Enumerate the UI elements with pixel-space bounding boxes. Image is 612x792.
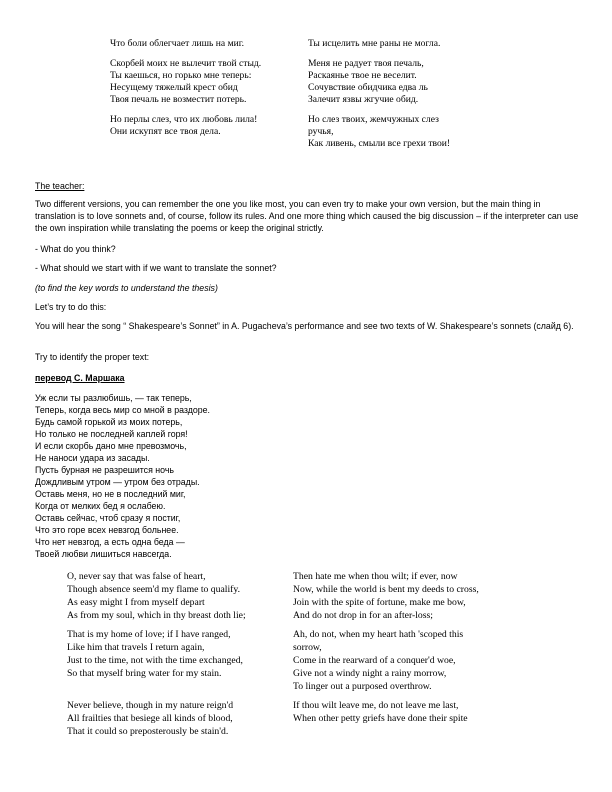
thesis-note: (to find the key words to understand the thesis) — [35, 283, 218, 293]
poem-line: Что нет невзгод, а есть одна беда — — [35, 537, 185, 547]
verse-line: To linger out a purposed overthrow. — [293, 681, 432, 692]
poem-line: Не наноси удара из засады. — [35, 453, 150, 463]
poem-line: Теперь, когда весь мир со мной в раздоре. — [35, 405, 210, 415]
teacher-heading: The teacher: — [35, 181, 85, 191]
song-paragraph: You will hear the song “ Shakespeare’s Sonnet” in A. Pugacheva’s performance and see two texts of W. Shakespeare’s sonnets (слайд 6). — [35, 321, 574, 331]
verse-line: Скорбей моих не вылечит твой стыд. — [110, 58, 262, 69]
verse-line: All frailties that besiege all kinds of blood, — [67, 713, 233, 724]
verse-line: Сочувствие обидчика едва ль — [308, 82, 428, 93]
poem-line: Уж если ты разлюбишь, — так теперь, — [35, 393, 192, 403]
left-cell — [110, 114, 308, 150]
right-cell — [308, 38, 508, 50]
intro-paragraph: Two different versions, you can remember the one you like most, you can even try to make your own version, but the main thing in translation is to love sonnets and, of course, follow its rules. And one more thing which caused the big discussion – if the interpreter can use the own inspiration while translating the poems or keep the original strictly. — [35, 199, 579, 233]
poem-line: Когда от мелких бед я ослабею. — [35, 501, 166, 511]
poem-line: Оставь сейчас, чтоб сразу я постиг, — [35, 513, 181, 523]
verse-line: Раскаянье твое не веселит. — [308, 70, 417, 81]
identify-text: Try to identify the proper text: — [35, 352, 150, 362]
verse-line: Но перлы слез, что их любовь лила! — [110, 114, 258, 125]
verse-line: Несущему тяжелый крест обид — [110, 82, 238, 93]
verse-line: Just to the time, not with the time exchanged, — [67, 655, 243, 666]
verse-line: Give not a windy night a rainy morrow, — [293, 668, 447, 679]
verse-line: As from my soul, which in thy breast doth lie; — [67, 610, 246, 621]
left-cell — [67, 628, 293, 693]
left-cell — [67, 570, 293, 622]
verse-line: Меня не радует твоя печаль, — [308, 58, 424, 69]
table-row — [67, 570, 547, 622]
question-2: - What should we start with if we want to translate the sonnet? — [35, 263, 277, 273]
table-row — [67, 628, 547, 693]
sonnet-table — [67, 570, 547, 738]
poem-line: И если скорбь дано мне превозмочь, — [35, 441, 187, 451]
verse-line: If thou wilt leave me, do not leave me last, — [293, 700, 459, 711]
right-cell — [293, 570, 543, 622]
comparison-table — [110, 38, 510, 150]
verse-line: Залечит язвы жгучие обид. — [308, 94, 419, 105]
verse-line: That it could so preposterously be stain'd. — [67, 726, 229, 737]
left-cell — [110, 58, 308, 106]
russian-poem — [35, 392, 210, 560]
verse-line: And do not drop in for an after-loss; — [293, 610, 433, 621]
poem-line: Дождливым утром — утром без отрады. — [35, 477, 200, 487]
right-cell — [308, 58, 508, 106]
verse-line: O, never say that was false of heart, — [67, 571, 206, 582]
question-1: - What do you think? — [35, 244, 116, 254]
verse-line: So that myself bring water for my stain. — [67, 668, 222, 679]
poem-line: Оставь меня, но не в последний миг, — [35, 489, 186, 499]
right-cell — [293, 699, 543, 738]
verse-line: Твоя печаль не возместит потерь. — [110, 94, 247, 105]
verse-line: That is my home of love; if I have ranged, — [67, 629, 231, 640]
verse-line: Come in the rearward of a conquer'd woe, — [293, 655, 456, 666]
right-cell — [293, 628, 543, 693]
left-cell — [110, 38, 308, 50]
verse-line: Then hate me when thou wilt; if ever, now — [293, 571, 458, 582]
verse-line: Join with the spite of fortune, make me bow, — [293, 597, 466, 608]
verse-line: Что боли облегчает лишь на миг. — [110, 38, 245, 49]
verse-line: Never believe, though in my nature reign'd — [67, 700, 234, 711]
poem-line: Что это горе всех невзгод больнее. — [35, 525, 179, 535]
translation-heading: перевод С. Маршака — [35, 373, 125, 383]
poem-line: Будь самой горькой из моих потерь, — [35, 417, 183, 427]
verse-line: Though absence seem'd my flame to qualify. — [67, 584, 241, 595]
verse-line: Ты каешься, но горько мне теперь: — [110, 70, 252, 81]
table-row — [110, 114, 510, 150]
verse-line: As easy might I from myself depart — [67, 597, 205, 608]
poem-line: Пусть бурная не разрешится ночь — [35, 465, 175, 475]
verse-line: Но слез твоих, жемчужных слез — [308, 114, 439, 125]
verse-line: Now, while the world is bent my deeds to cross, — [293, 584, 479, 595]
verse-line: Like him that travels I return again, — [67, 642, 205, 653]
table-row — [110, 58, 510, 106]
table-row — [110, 38, 510, 50]
lets-try-text: Let’s try to do this: — [35, 302, 107, 312]
poem-line: Твоей любви лишиться навсегда. — [35, 549, 172, 559]
left-cell — [67, 699, 293, 738]
verse-line: sorrow, — [293, 642, 322, 653]
verse-line: Как ливень, смыли все грехи твои! — [308, 138, 451, 149]
verse-line: ручья, — [308, 126, 334, 137]
verse-line: When other petty griefs have done their spite — [293, 713, 468, 724]
right-cell — [308, 114, 508, 150]
verse-line: Они искупят все твоя дела. — [110, 126, 221, 137]
table-row — [67, 699, 547, 738]
verse-line: Ah, do not, when my heart hath 'scoped this — [293, 629, 464, 640]
verse-line: Ты исцелить мне раны не могла. — [308, 38, 441, 49]
poem-line: Но только не последней каплей горя! — [35, 429, 188, 439]
